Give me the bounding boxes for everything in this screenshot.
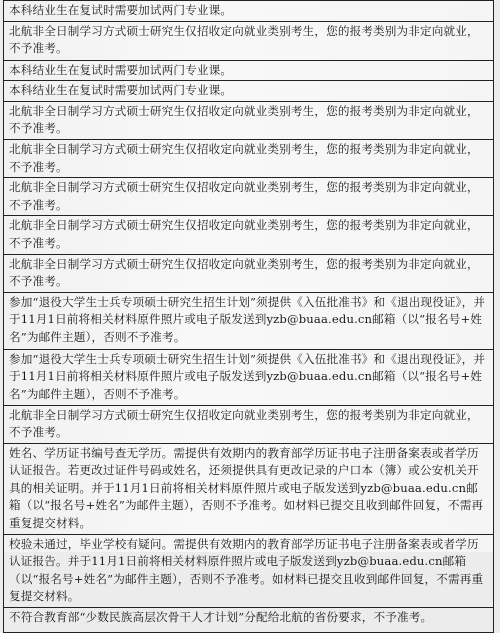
table-cell: 北航非全日制学习方式硕士研究生仅招收定向就业类别考生，您的报考类别为非定向就业，不予准考。 [4, 178, 494, 216]
table-cell: 本科结业生在复试时需要加试两门专业课。 [4, 81, 494, 102]
table-row [4, 443, 494, 534]
table-cell: 北航非全日制学习方式硕士研究生仅招收定向就业类别考生，您的报考类别为非定向就业，不予准考。 [4, 21, 494, 60]
table-row [4, 60, 494, 81]
table-row [4, 608, 494, 633]
table-row [4, 405, 494, 443]
table-cell: 姓名、学历证书编号查无学历。需提供有效期内的教育部学历证书电子注册备案表或者学历认证报告。若更改过证件号码或姓名，还须提供具有更改记录的户口本（簿）或公安机关开具的相关证明。并于11月1日前将相关材料原件照片或电子版发送到yzb@buaa.edu.cn邮箱（以“报名号+姓名”为邮件主题），否则不予准考。如材料已提交且收到邮件回复，不需再重复提交材料。 [4, 443, 494, 534]
table-cell: 不符合教育部“少数民族高层次骨干人才计划”分配给北航的省份要求，不予准考。 [4, 608, 494, 633]
table-cell: 本科结业生在复试时需要加试两门专业课。 [4, 60, 494, 81]
table-row [4, 1, 494, 22]
table-row [4, 178, 494, 216]
table-cell: 本科结业生在复试时需要加试两门专业课。 [4, 1, 494, 22]
table-row [4, 216, 494, 254]
table-cell: 北航非全日制学习方式硕士研究生仅招收定向就业类别考生，您的报考类别为非定向就业，不予准考。 [4, 216, 494, 254]
table-row [4, 534, 494, 607]
table-cell: 北航非全日制学习方式硕士研究生仅招收定向就业类别考生，您的报考类别为非定向就业，不予准考。 [4, 405, 494, 443]
table-cell: 北航非全日制学习方式硕士研究生仅招收定向就业类别考生，您的报考类别为非定向就业，不予准考。 [4, 254, 494, 292]
table-cell: 参加“退役大学生士兵专项硕士研究生招生计划”须提供《入伍批准书》和《退出现役证》，并于11月1日前将相关材料原件照片或电子版发送到yzb@buaa.edu.cn邮箱（以“报名号+姓名”为邮件主题），否则不予准考。 [4, 292, 494, 349]
remarks-table [3, 0, 494, 633]
table-cell: 北航非全日制学习方式硕士研究生仅招收定向就业类别考生，您的报考类别为非定向就业，不予准考。 [4, 101, 494, 139]
table-row [4, 139, 494, 177]
table-row [4, 21, 494, 60]
table-cell: 北航非全日制学习方式硕士研究生仅招收定向就业类别考生，您的报考类别为非定向就业，不予准考。 [4, 139, 494, 177]
table-cell: 校验未通过，毕业学校有疑问。需提供有效期内的教育部学历证书电子注册备案表或者学历认证报告。并于11月1日前将相关材料原件照片或电子版发送到yzb@buaa.edu.cn邮箱（以“报名号+姓名”为邮件主题），否则不予准考。如材料已提交且收到邮件回复，不需再重复提交材料。 [4, 534, 494, 607]
table-row [4, 101, 494, 139]
table-row [4, 254, 494, 292]
table-row [4, 349, 494, 405]
table-cell: 参加“退役大学生士兵专项硕士研究生招生计划”须提供《入伍批准书》和《退出现役证》，并于11月1日前将相关材料原件照片或电子版发送到yzb@buaa.edu.cn邮箱（以“报名号+姓名”为邮件主题），否则不予准考。 [4, 349, 494, 405]
table-row [4, 81, 494, 102]
table-row [4, 292, 494, 349]
document-page [3, 0, 494, 625]
